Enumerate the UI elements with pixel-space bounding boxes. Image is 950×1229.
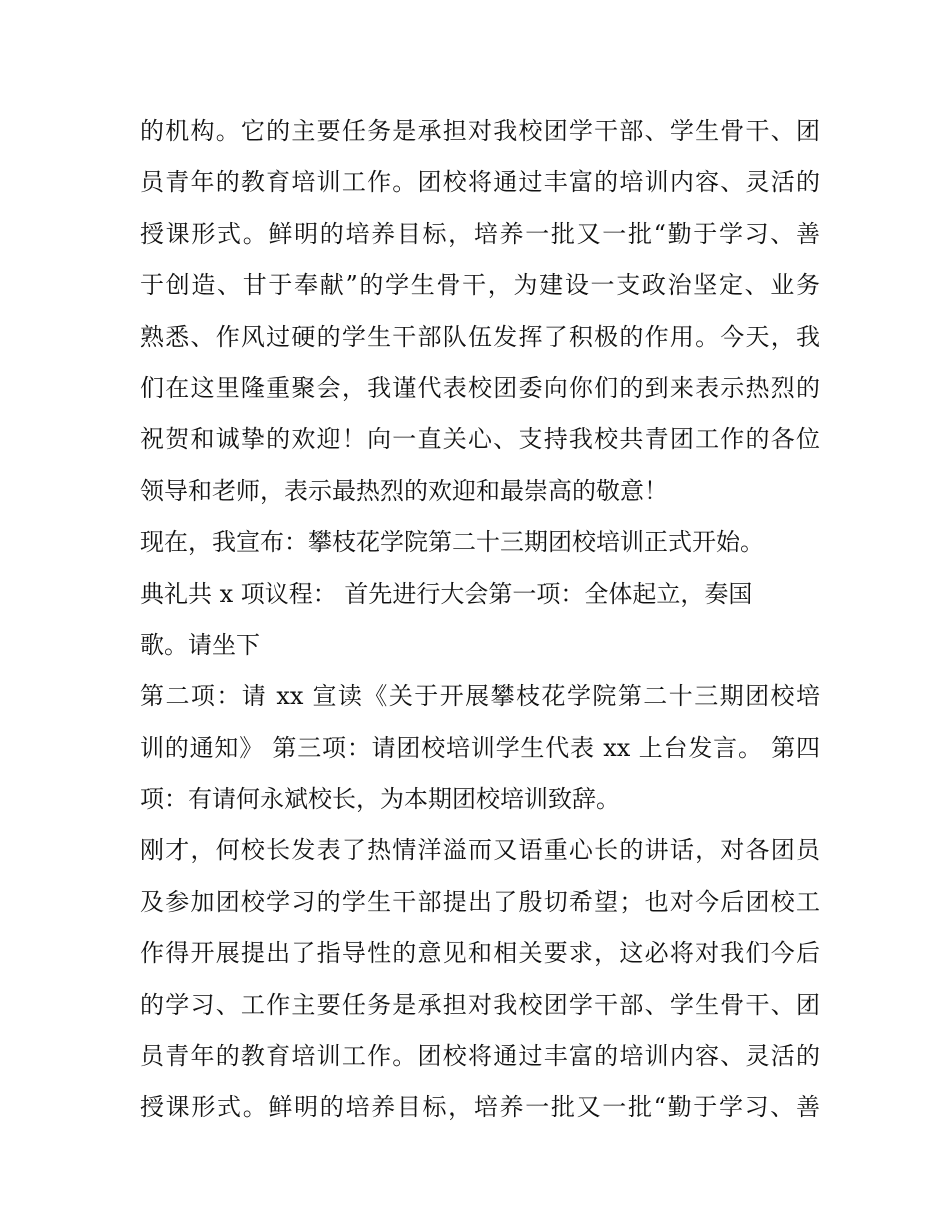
text-line: 项：有请何永斌校长，为本期团校培训致辞。	[140, 785, 620, 814]
body-text	[140, 106, 820, 1134]
text-line: 的机构。它的主要任务是承担对我校团学干部、学生骨干、团	[140, 117, 820, 145]
text-line: 祝贺和诚挚的欢迎！向一直关心、支持我校共青团工作的各位	[140, 425, 820, 454]
text-line: 领导和老师，表示最热烈的欢迎和最崇高的敬意！	[140, 476, 668, 505]
text-line: 典礼共 x 项议程： 首先进行大会第一项：全体起立，奏国	[140, 579, 753, 608]
text-line: 授课形式。鲜明的培养目标，培养一批又一批“勤于学习、善	[140, 219, 820, 248]
text-line: 员青年的教育培训工作。团校将通过丰富的培训内容、灵活的	[140, 168, 820, 197]
text-line: 作得开展提出了指导性的意见和相关要求，这必将对我们今后	[140, 939, 820, 968]
text-line: 于创造、甘于奉献”的学生骨干，为建设一支政治坚定、业务	[140, 271, 820, 300]
text-line: 员青年的教育培训工作。团校将通过丰富的培训内容、灵活的	[140, 1042, 820, 1071]
text-line: 训的通知》 第三项：请团校培训学生代表 xx 上台发言。 第四	[140, 733, 820, 762]
text-line: 熟悉、作风过硬的学生干部队伍发挥了积极的作用。今天，我	[140, 322, 820, 351]
text-line: 们在这里隆重聚会，我谨代表校团委向你们的到来表示热烈的	[140, 373, 820, 402]
text-line: 现在，我宣布：攀枝花学院第二十三期团校培训正式开始。	[140, 528, 764, 557]
text-line: 授课形式。鲜明的培养目标，培养一批又一批“勤于学习、善	[140, 1093, 820, 1122]
text-line: 及参加团校学习的学生干部提出了殷切希望；也对今后团校工	[140, 887, 820, 916]
text-line: 第二项：请 xx 宣读《关于开展攀枝花学院第二十三期团校培	[140, 682, 820, 711]
text-line: 刚才，何校长发表了热情洋溢而又语重心长的讲话，对各团员	[140, 836, 820, 865]
text-line: 歌。请坐下	[140, 630, 260, 659]
text-line: 的学习、工作主要任务是承担对我校团学干部、学生骨干、团	[140, 990, 820, 1019]
